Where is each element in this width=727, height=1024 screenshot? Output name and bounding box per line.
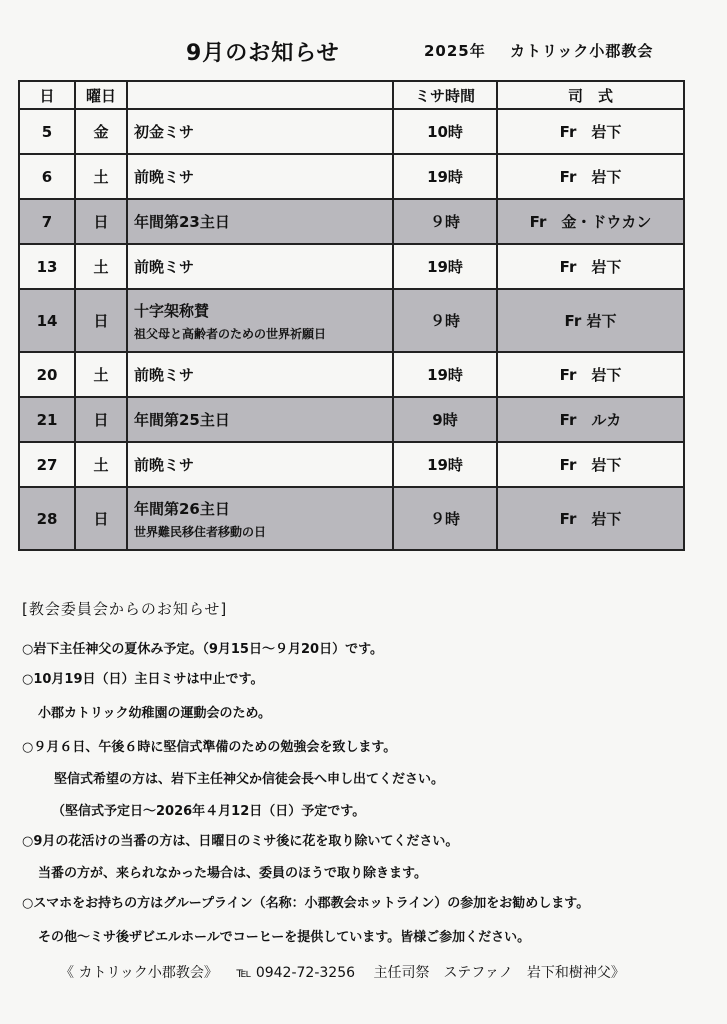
day-cell: 20 xyxy=(19,352,75,397)
event-name: 年間第26主日 xyxy=(134,499,230,518)
event-subtitle: 祖父母と高齢者のための世界祈願日 xyxy=(134,326,327,341)
table-row xyxy=(19,199,684,244)
footer-phone: ℡ 0942-72-3256 xyxy=(236,965,356,981)
table-row xyxy=(19,442,684,487)
day-cell: 5 xyxy=(19,109,75,154)
event-cell xyxy=(127,487,393,550)
time-cell: ９時 xyxy=(393,289,497,352)
notice-line: ○9月の花活けの当番の方は、日曜日のミサ後に花を取り除いてください。 xyxy=(22,834,459,849)
header-day: 日 xyxy=(19,81,75,109)
notice-line: ○10月19日（日）主日ミサは中止です。 xyxy=(22,672,264,687)
celebrant-cell: Fr 岩下 xyxy=(497,289,684,352)
year-label: 2025年 xyxy=(424,42,486,60)
notice-line: 小郡カトリック幼稚園の運動会のため。 xyxy=(38,706,271,721)
time-cell: 19時 xyxy=(393,154,497,199)
page-title: 9月のお知らせ xyxy=(186,41,340,66)
weekday-cell: 金 xyxy=(75,109,127,154)
church-label xyxy=(424,40,653,61)
celebrant-cell: Fr 岩下 xyxy=(497,154,684,199)
day-cell: 13 xyxy=(19,244,75,289)
notice-line: その他～ミサ後ザビエルホールでコーヒーを提供しています。皆様ご参加ください。 xyxy=(38,930,531,945)
table-row xyxy=(19,487,684,550)
celebrant-cell: Fr ルカ xyxy=(497,397,684,442)
church-name: カトリック小郡教会 xyxy=(509,42,654,60)
event-cell xyxy=(127,289,393,352)
page-header xyxy=(0,36,727,66)
time-cell: 9時 xyxy=(393,397,497,442)
header-weekday: 曜日 xyxy=(75,81,127,109)
table-row xyxy=(19,109,684,154)
time-cell: 19時 xyxy=(393,244,497,289)
notice-line: ○岩下主任神父の夏休み予定。（9月15日～９月20日）です。 xyxy=(22,642,384,657)
celebrant-cell: Fr 岩下 xyxy=(497,244,684,289)
time-cell: ９時 xyxy=(393,199,497,244)
header-mass-time: ミサ時間 xyxy=(393,81,497,109)
weekday-cell: 土 xyxy=(75,244,127,289)
event-cell: 前晩ミサ xyxy=(127,352,393,397)
weekday-cell: 土 xyxy=(75,442,127,487)
celebrant-cell: Fr 岩下 xyxy=(497,352,684,397)
weekday-cell: 日 xyxy=(75,397,127,442)
weekday-cell: 土 xyxy=(75,352,127,397)
weekday-cell: 日 xyxy=(75,199,127,244)
day-cell: 28 xyxy=(19,487,75,550)
day-cell: 6 xyxy=(19,154,75,199)
celebrant-cell: Fr 岩下 xyxy=(497,109,684,154)
footer-org: 《 カトリック小郡教会》 xyxy=(60,965,218,981)
header-celebrant: 司 式 xyxy=(497,81,684,109)
event-cell: 前晩ミサ xyxy=(127,154,393,199)
event-cell: 前晩ミサ xyxy=(127,244,393,289)
weekday-cell: 土 xyxy=(75,154,127,199)
notice-line: ○スマホをお持ちの方はグループライン（名称：小郡教会ホットライン）の参加をお勧めします。 xyxy=(22,896,590,911)
celebrant-cell: Fr 岩下 xyxy=(497,442,684,487)
time-cell: ９時 xyxy=(393,487,497,550)
event-cell: 年間第25主日 xyxy=(127,397,393,442)
celebrant-cell: Fr 岩下 xyxy=(497,487,684,550)
event-cell: 初金ミサ xyxy=(127,109,393,154)
notice-heading: [教会委員会からのお知らせ] xyxy=(22,600,228,618)
table-row xyxy=(19,154,684,199)
table-row xyxy=(19,244,684,289)
notice-line: ○９月６日、午後６時に堅信式準備のための勉強会を致します。 xyxy=(22,740,397,755)
weekday-cell: 日 xyxy=(75,487,127,550)
event-name: 十字架称賛 xyxy=(134,301,210,320)
weekday-cell: 日 xyxy=(75,289,127,352)
header-event xyxy=(127,81,393,109)
notice-line: 当番の方が、来られなかった場合は、委員のほうで取り除きます。 xyxy=(38,866,427,881)
committee-notice xyxy=(22,598,712,945)
notice-line: 堅信式希望の方は、岩下主任神父か信徒会長へ申し出てください。 xyxy=(54,772,445,787)
table-header-row xyxy=(19,81,684,109)
event-cell: 前晩ミサ xyxy=(127,442,393,487)
day-cell: 7 xyxy=(19,199,75,244)
notice-line: （堅信式予定日～2026年４月12日（日）予定です。 xyxy=(52,804,366,819)
event-cell: 年間第23主日 xyxy=(127,199,393,244)
time-cell: 19時 xyxy=(393,442,497,487)
footer-priest: 主任司祭 ステファノ 岩下和樹神父》 xyxy=(373,965,625,981)
page-footer xyxy=(60,962,639,982)
table-row xyxy=(19,352,684,397)
time-cell: 10時 xyxy=(393,109,497,154)
table-row xyxy=(19,397,684,442)
celebrant-cell: Fr 金・ドウカン xyxy=(497,199,684,244)
table-row xyxy=(19,289,684,352)
day-cell: 27 xyxy=(19,442,75,487)
mass-schedule-table xyxy=(18,80,685,551)
day-cell: 14 xyxy=(19,289,75,352)
day-cell: 21 xyxy=(19,397,75,442)
time-cell: 19時 xyxy=(393,352,497,397)
event-subtitle: 世界難民移住者移動の日 xyxy=(134,524,267,539)
